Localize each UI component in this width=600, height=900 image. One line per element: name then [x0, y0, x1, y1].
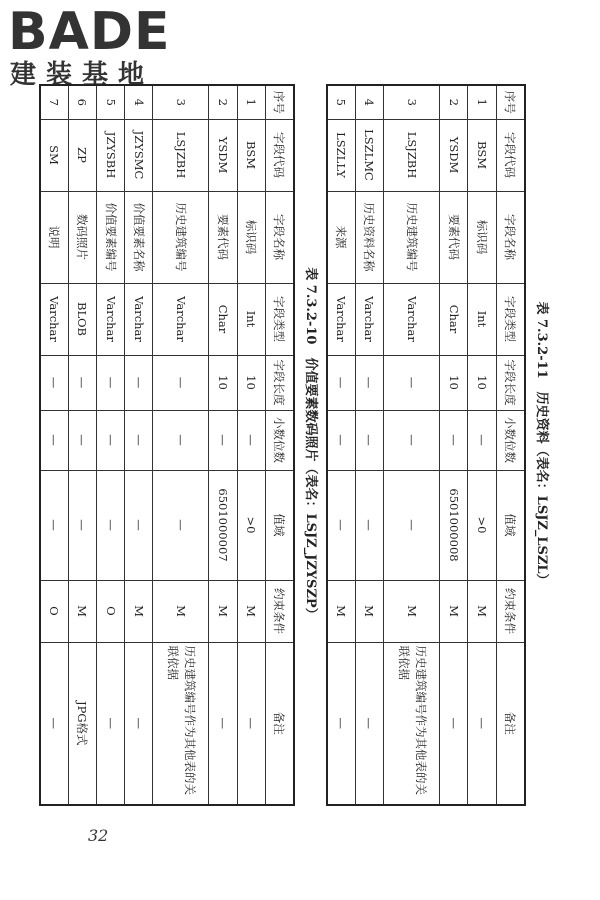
table-cell: YSDM — [209, 119, 237, 191]
table-cell: 来源 — [327, 191, 356, 283]
table-row — [97, 85, 125, 805]
table-row — [355, 85, 383, 805]
column-header: 小数位数 — [265, 410, 294, 470]
column-header: 字段代码 — [265, 119, 294, 191]
table-cell: 10 — [237, 355, 265, 410]
table-row — [468, 85, 496, 805]
table-cell: — — [125, 470, 153, 580]
table-cell: — — [384, 410, 440, 470]
table-cell: — — [97, 470, 125, 580]
column-header: 字段名称 — [265, 191, 294, 283]
table-cell: 10 — [209, 355, 237, 410]
table-cell: BSM — [237, 119, 265, 191]
table-cell: JPG格式 — [68, 642, 96, 805]
table-title: 表 7.3.2-10 价值要素数码照片（表名：LSJZ_JZYSZP） — [303, 267, 318, 621]
table-cell: 3 — [384, 85, 440, 119]
table-cell: Varchar — [40, 283, 69, 355]
table-cell: Varchar — [125, 283, 153, 355]
table-cell: 1 — [237, 85, 265, 119]
logo-wordmark: BADE — [8, 2, 171, 62]
table-cell: — — [327, 642, 356, 805]
table-cell: M — [209, 580, 237, 642]
table-cell: — — [125, 642, 153, 805]
table-cell: 要素代码 — [209, 191, 237, 283]
table-cell: M — [355, 580, 383, 642]
column-header: 小数位数 — [496, 410, 525, 470]
table-cell: 标识码 — [468, 191, 496, 283]
table-7-3-2-11-block — [326, 84, 556, 804]
table-title: 表 7.3.2-11 历史资料（表名：LSJZ_LSZL） — [534, 301, 549, 587]
table-cell: — — [68, 470, 96, 580]
table-row — [237, 85, 265, 805]
table-cell: Varchar — [384, 283, 440, 355]
column-header: 字段类型 — [265, 283, 294, 355]
table-cell: Varchar — [97, 283, 125, 355]
table-cell: 标识码 — [237, 191, 265, 283]
table-cell: M — [384, 580, 440, 642]
table-cell: M — [440, 580, 468, 642]
table-cell: BSM — [468, 119, 496, 191]
table-cell: BLOB — [68, 283, 96, 355]
table-cell: M — [125, 580, 153, 642]
publisher-logo — [8, 2, 178, 90]
table-cell: — — [153, 470, 209, 580]
table-cell: — — [384, 470, 440, 580]
table-cell: 历史建筑编号作为其他表的关联依据 — [384, 642, 440, 805]
column-header: 约束条件 — [496, 580, 525, 642]
table-cell: — — [355, 355, 383, 410]
table-row — [153, 85, 209, 805]
table-cell: 4 — [355, 85, 383, 119]
table-row — [40, 85, 69, 805]
table-cell: Varchar — [327, 283, 356, 355]
table-cell: M — [153, 580, 209, 642]
table-cell: 10 — [468, 355, 496, 410]
table-cell: — — [440, 410, 468, 470]
table-cell: 价值要素编号 — [97, 191, 125, 283]
field-table-jzyszp — [39, 84, 295, 806]
table-cell: 7 — [40, 85, 69, 119]
table-header-row — [496, 85, 525, 805]
table-row — [440, 85, 468, 805]
table-cell: — — [153, 410, 209, 470]
table-cell: 6 — [68, 85, 96, 119]
table-row — [125, 85, 153, 805]
column-header: 字段代码 — [496, 119, 525, 191]
table-cell: — — [209, 642, 237, 805]
table-cell: SM — [40, 119, 69, 191]
logo-chinese-name: 建装基地 — [10, 60, 155, 90]
page-number: 32 — [88, 826, 109, 845]
table-cell: Varchar — [355, 283, 383, 355]
table-cell: — — [355, 642, 383, 805]
table-cell: 5 — [97, 85, 125, 119]
table-row — [68, 85, 96, 805]
table-cell: — — [97, 410, 125, 470]
table-cell: LSJZBH — [384, 119, 440, 191]
table-cell: ZP — [68, 119, 96, 191]
table-cell: 历史资料名称 — [355, 191, 383, 283]
table-cell: — — [68, 410, 96, 470]
table-cell: — — [40, 355, 69, 410]
field-table-lszl — [326, 84, 526, 806]
table-cell: 5 — [327, 85, 356, 119]
table-cell: 2 — [440, 85, 468, 119]
column-header: 值域 — [265, 470, 294, 580]
table-cell: — — [40, 470, 69, 580]
table-cell: LSZLLY — [327, 119, 356, 191]
table-cell: — — [97, 355, 125, 410]
table-cell: — — [125, 355, 153, 410]
table-7-3-2-10-block — [39, 84, 325, 804]
table-cell: 4 — [125, 85, 153, 119]
table-cell: LSZLMC — [355, 119, 383, 191]
table-cell: O — [40, 580, 69, 642]
table-header-row — [265, 85, 294, 805]
table-cell: JZYSBH — [97, 119, 125, 191]
table-cell: — — [384, 355, 440, 410]
table-cell: M — [468, 580, 496, 642]
table-cell: 10 — [440, 355, 468, 410]
table-cell: — — [209, 410, 237, 470]
table-cell: — — [468, 410, 496, 470]
table-cell: >0 — [468, 470, 496, 580]
table-cell: 说明 — [40, 191, 69, 283]
table-cell: — — [40, 642, 69, 805]
column-header: 值域 — [496, 470, 525, 580]
table-cell: LSJZBH — [153, 119, 209, 191]
table-cell: — — [355, 410, 383, 470]
table-cell: 历史建筑编号 — [384, 191, 440, 283]
table-cell: — — [327, 355, 356, 410]
column-header: 序号 — [265, 85, 294, 119]
table-cell: >0 — [237, 470, 265, 580]
table-cell: 价值要素名称 — [125, 191, 153, 283]
column-header: 备注 — [265, 642, 294, 805]
table-cell: YSDM — [440, 119, 468, 191]
table-cell: — — [97, 642, 125, 805]
table-cell: M — [237, 580, 265, 642]
table-cell: — — [355, 470, 383, 580]
table-cell: 1 — [468, 85, 496, 119]
table-cell: M — [327, 580, 356, 642]
table-cell: Int — [237, 283, 265, 355]
column-header: 字段长度 — [265, 355, 294, 410]
table-cell: JZYSMC — [125, 119, 153, 191]
table-cell: — — [40, 410, 69, 470]
table-cell: Varchar — [153, 283, 209, 355]
table-cell: — — [68, 355, 96, 410]
table-row — [209, 85, 237, 805]
table-cell: 数码照片 — [68, 191, 96, 283]
table-cell: 3 — [153, 85, 209, 119]
table-cell: 6501000008 — [440, 470, 468, 580]
table-cell: 历史建筑编号 — [153, 191, 209, 283]
table-cell: — — [237, 410, 265, 470]
column-header: 约束条件 — [265, 580, 294, 642]
column-header: 备注 — [496, 642, 525, 805]
table-cell: — — [237, 642, 265, 805]
table-cell: 历史建筑编号作为其他表的关联依据 — [153, 642, 209, 805]
table-cell: — — [468, 642, 496, 805]
table-cell: — — [440, 642, 468, 805]
table-cell: 6501000007 — [209, 470, 237, 580]
table-cell: — — [125, 410, 153, 470]
table-row — [327, 85, 356, 805]
table-cell: O — [97, 580, 125, 642]
table-cell: Char — [440, 283, 468, 355]
table-cell: M — [68, 580, 96, 642]
table-cell: Int — [468, 283, 496, 355]
column-header: 字段类型 — [496, 283, 525, 355]
table-cell: — — [327, 410, 356, 470]
column-header: 字段长度 — [496, 355, 525, 410]
column-header: 序号 — [496, 85, 525, 119]
table-cell: — — [327, 470, 356, 580]
table-cell: 2 — [209, 85, 237, 119]
column-header: 字段名称 — [496, 191, 525, 283]
table-cell: Char — [209, 283, 237, 355]
table-row — [384, 85, 440, 805]
table-cell: — — [153, 355, 209, 410]
table-cell: 要素代码 — [440, 191, 468, 283]
